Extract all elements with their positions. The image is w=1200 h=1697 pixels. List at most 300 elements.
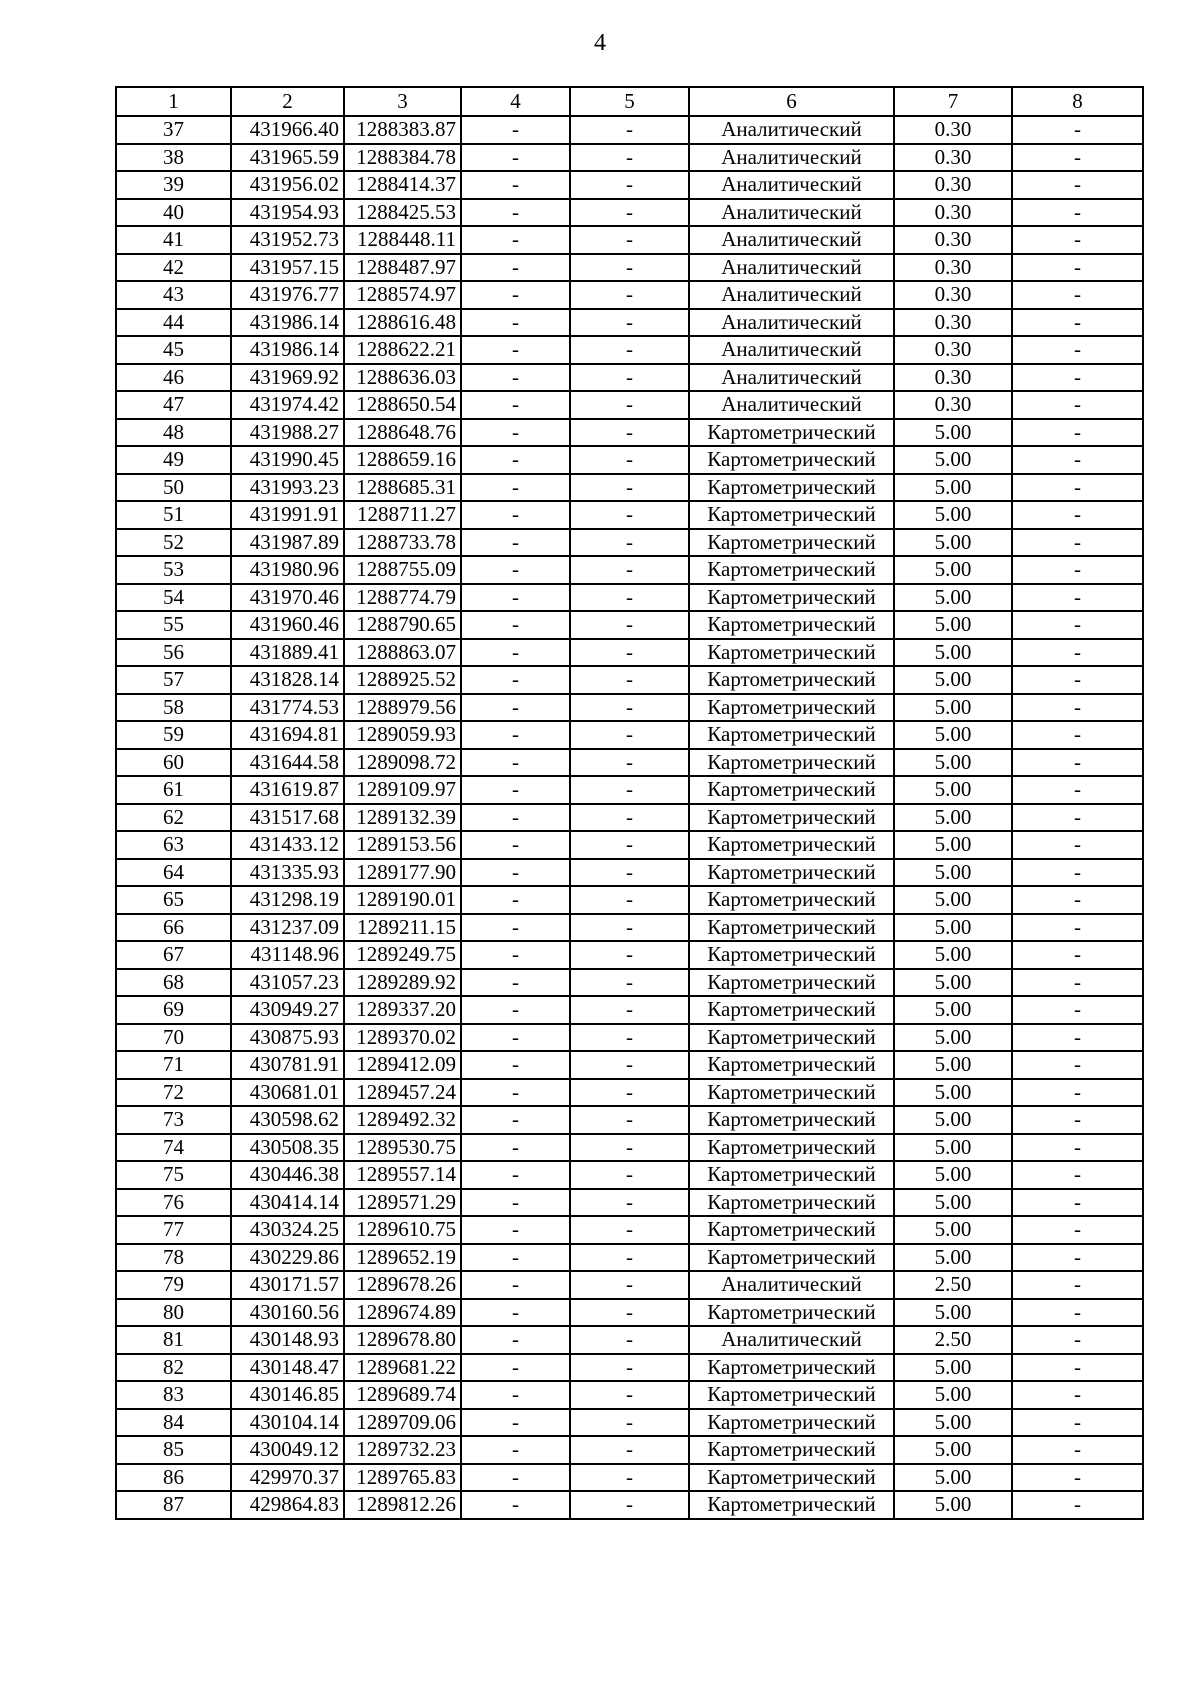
x-coordinate-cell: 431828.14	[231, 666, 344, 694]
column-header: 6	[689, 87, 894, 116]
accuracy-cell: 5.00	[894, 941, 1012, 969]
col8-cell: -	[1012, 1244, 1143, 1272]
table-row	[116, 556, 1143, 584]
y-coordinate-cell: 1288925.52	[344, 666, 461, 694]
point-number-cell: 54	[116, 584, 231, 612]
y-coordinate-cell: 1288622.21	[344, 336, 461, 364]
point-number-cell: 49	[116, 446, 231, 474]
col5-cell: -	[570, 1134, 689, 1162]
y-coordinate-cell: 1288384.78	[344, 144, 461, 172]
y-coordinate-cell: 1289059.93	[344, 721, 461, 749]
accuracy-cell: 5.00	[894, 831, 1012, 859]
col8-cell: -	[1012, 859, 1143, 887]
col5-cell: -	[570, 556, 689, 584]
table-row	[116, 474, 1143, 502]
table-body	[116, 116, 1143, 1519]
col5-cell: -	[570, 1354, 689, 1382]
accuracy-cell: 5.00	[894, 859, 1012, 887]
col5-cell: -	[570, 859, 689, 887]
table-row	[116, 611, 1143, 639]
x-coordinate-cell: 431966.40	[231, 116, 344, 144]
accuracy-cell: 5.00	[894, 1491, 1012, 1519]
y-coordinate-cell: 1288711.27	[344, 501, 461, 529]
col8-cell: -	[1012, 254, 1143, 282]
col4-cell: -	[461, 886, 570, 914]
col8-cell: -	[1012, 749, 1143, 777]
accuracy-cell: 5.00	[894, 1106, 1012, 1134]
x-coordinate-cell: 431057.23	[231, 969, 344, 997]
col8-cell: -	[1012, 694, 1143, 722]
col8-cell: -	[1012, 364, 1143, 392]
col8-cell: -	[1012, 1326, 1143, 1354]
column-header: 8	[1012, 87, 1143, 116]
method-cell: Картометрический	[689, 474, 894, 502]
table-row	[116, 584, 1143, 612]
col4-cell: -	[461, 144, 570, 172]
y-coordinate-cell: 1288659.16	[344, 446, 461, 474]
x-coordinate-cell: 430324.25	[231, 1216, 344, 1244]
method-cell: Картометрический	[689, 1299, 894, 1327]
point-number-cell: 82	[116, 1354, 231, 1382]
col5-cell: -	[570, 419, 689, 447]
y-coordinate-cell: 1288733.78	[344, 529, 461, 557]
col8-cell: -	[1012, 529, 1143, 557]
col8-cell: -	[1012, 336, 1143, 364]
table-row	[116, 1106, 1143, 1134]
accuracy-cell: 5.00	[894, 1409, 1012, 1437]
y-coordinate-cell: 1289177.90	[344, 859, 461, 887]
col4-cell: -	[461, 364, 570, 392]
table-row	[116, 1271, 1143, 1299]
col5-cell: -	[570, 1299, 689, 1327]
table-row	[116, 116, 1143, 144]
col8-cell: -	[1012, 199, 1143, 227]
col8-cell: -	[1012, 941, 1143, 969]
point-number-cell: 86	[116, 1464, 231, 1492]
method-cell: Картометрический	[689, 859, 894, 887]
table-row	[116, 1464, 1143, 1492]
col4-cell: -	[461, 721, 570, 749]
x-coordinate-cell: 431889.41	[231, 639, 344, 667]
point-number-cell: 58	[116, 694, 231, 722]
point-number-cell: 87	[116, 1491, 231, 1519]
accuracy-cell: 5.00	[894, 529, 1012, 557]
method-cell: Картометрический	[689, 1491, 894, 1519]
col4-cell: -	[461, 611, 570, 639]
y-coordinate-cell: 1289289.92	[344, 969, 461, 997]
col5-cell: -	[570, 1189, 689, 1217]
x-coordinate-cell: 430949.27	[231, 996, 344, 1024]
table-row	[116, 144, 1143, 172]
col8-cell: -	[1012, 144, 1143, 172]
point-number-cell: 70	[116, 1024, 231, 1052]
col5-cell: -	[570, 1079, 689, 1107]
y-coordinate-cell: 1288774.79	[344, 584, 461, 612]
col5-cell: -	[570, 1326, 689, 1354]
method-cell: Картометрический	[689, 721, 894, 749]
x-coordinate-cell: 431970.46	[231, 584, 344, 612]
col8-cell: -	[1012, 804, 1143, 832]
col4-cell: -	[461, 199, 570, 227]
y-coordinate-cell: 1289457.24	[344, 1079, 461, 1107]
col4-cell: -	[461, 1436, 570, 1464]
table-row	[116, 501, 1143, 529]
col4-cell: -	[461, 1216, 570, 1244]
x-coordinate-cell: 431976.77	[231, 281, 344, 309]
col5-cell: -	[570, 694, 689, 722]
point-number-cell: 44	[116, 309, 231, 337]
method-cell: Картометрический	[689, 501, 894, 529]
col8-cell: -	[1012, 1299, 1143, 1327]
y-coordinate-cell: 1289530.75	[344, 1134, 461, 1162]
col5-cell: -	[570, 1244, 689, 1272]
method-cell: Аналитический	[689, 116, 894, 144]
accuracy-cell: 5.00	[894, 969, 1012, 997]
col8-cell: -	[1012, 996, 1143, 1024]
table-row	[116, 694, 1143, 722]
method-cell: Картометрический	[689, 1354, 894, 1382]
table-row	[116, 804, 1143, 832]
y-coordinate-cell: 1288685.31	[344, 474, 461, 502]
accuracy-cell: 5.00	[894, 1464, 1012, 1492]
accuracy-cell: 0.30	[894, 254, 1012, 282]
table-row	[116, 1326, 1143, 1354]
column-header: 1	[116, 87, 231, 116]
method-cell: Картометрический	[689, 1244, 894, 1272]
col8-cell: -	[1012, 309, 1143, 337]
accuracy-cell: 5.00	[894, 694, 1012, 722]
method-cell: Картометрический	[689, 1409, 894, 1437]
col5-cell: -	[570, 364, 689, 392]
point-number-cell: 81	[116, 1326, 231, 1354]
x-coordinate-cell: 431991.91	[231, 501, 344, 529]
point-number-cell: 73	[116, 1106, 231, 1134]
y-coordinate-cell: 1288425.53	[344, 199, 461, 227]
point-number-cell: 57	[116, 666, 231, 694]
col4-cell: -	[461, 1244, 570, 1272]
point-number-cell: 66	[116, 914, 231, 942]
method-cell: Картометрический	[689, 1079, 894, 1107]
y-coordinate-cell: 1289689.74	[344, 1381, 461, 1409]
col5-cell: -	[570, 446, 689, 474]
table-row	[116, 1079, 1143, 1107]
accuracy-cell: 5.00	[894, 639, 1012, 667]
accuracy-cell: 0.30	[894, 336, 1012, 364]
table-row	[116, 914, 1143, 942]
x-coordinate-cell: 431986.14	[231, 336, 344, 364]
x-coordinate-cell: 431988.27	[231, 419, 344, 447]
table-row	[116, 749, 1143, 777]
x-coordinate-cell: 431987.89	[231, 529, 344, 557]
method-cell: Картометрический	[689, 1134, 894, 1162]
x-coordinate-cell: 431957.15	[231, 254, 344, 282]
col5-cell: -	[570, 1106, 689, 1134]
col5-cell: -	[570, 171, 689, 199]
x-coordinate-cell: 431986.14	[231, 309, 344, 337]
point-number-cell: 64	[116, 859, 231, 887]
point-number-cell: 48	[116, 419, 231, 447]
col4-cell: -	[461, 529, 570, 557]
point-number-cell: 84	[116, 1409, 231, 1437]
col8-cell: -	[1012, 226, 1143, 254]
x-coordinate-cell: 431644.58	[231, 749, 344, 777]
col4-cell: -	[461, 281, 570, 309]
accuracy-cell: 0.30	[894, 116, 1012, 144]
col4-cell: -	[461, 1106, 570, 1134]
column-header: 7	[894, 87, 1012, 116]
method-cell: Картометрический	[689, 969, 894, 997]
method-cell: Аналитический	[689, 171, 894, 199]
col5-cell: -	[570, 969, 689, 997]
method-cell: Картометрический	[689, 556, 894, 584]
table-row	[116, 886, 1143, 914]
col5-cell: -	[570, 804, 689, 832]
accuracy-cell: 0.30	[894, 144, 1012, 172]
col4-cell: -	[461, 694, 570, 722]
x-coordinate-cell: 431298.19	[231, 886, 344, 914]
col5-cell: -	[570, 116, 689, 144]
x-coordinate-cell: 430104.14	[231, 1409, 344, 1437]
col8-cell: -	[1012, 1491, 1143, 1519]
y-coordinate-cell: 1288574.97	[344, 281, 461, 309]
col5-cell: -	[570, 309, 689, 337]
x-coordinate-cell: 430598.62	[231, 1106, 344, 1134]
col8-cell: -	[1012, 1381, 1143, 1409]
accuracy-cell: 5.00	[894, 584, 1012, 612]
y-coordinate-cell: 1288616.48	[344, 309, 461, 337]
table-row	[116, 1299, 1143, 1327]
y-coordinate-cell: 1289678.26	[344, 1271, 461, 1299]
point-number-cell: 68	[116, 969, 231, 997]
method-cell: Картометрический	[689, 1189, 894, 1217]
col5-cell: -	[570, 584, 689, 612]
x-coordinate-cell: 431774.53	[231, 694, 344, 722]
col5-cell: -	[570, 776, 689, 804]
col4-cell: -	[461, 1299, 570, 1327]
y-coordinate-cell: 1288448.11	[344, 226, 461, 254]
col8-cell: -	[1012, 419, 1143, 447]
accuracy-cell: 2.50	[894, 1326, 1012, 1354]
table-row	[116, 1244, 1143, 1272]
accuracy-cell: 5.00	[894, 1381, 1012, 1409]
col4-cell: -	[461, 941, 570, 969]
col5-cell: -	[570, 721, 689, 749]
col4-cell: -	[461, 474, 570, 502]
col5-cell: -	[570, 1436, 689, 1464]
x-coordinate-cell: 430049.12	[231, 1436, 344, 1464]
point-number-cell: 59	[116, 721, 231, 749]
col8-cell: -	[1012, 556, 1143, 584]
col4-cell: -	[461, 584, 570, 612]
table-row	[116, 254, 1143, 282]
method-cell: Картометрический	[689, 914, 894, 942]
accuracy-cell: 5.00	[894, 611, 1012, 639]
method-cell: Картометрический	[689, 446, 894, 474]
table-row	[116, 996, 1143, 1024]
table-row	[116, 1161, 1143, 1189]
accuracy-cell: 0.30	[894, 309, 1012, 337]
col5-cell: -	[570, 1271, 689, 1299]
point-number-cell: 63	[116, 831, 231, 859]
x-coordinate-cell: 431980.96	[231, 556, 344, 584]
point-number-cell: 69	[116, 996, 231, 1024]
col8-cell: -	[1012, 639, 1143, 667]
point-number-cell: 67	[116, 941, 231, 969]
accuracy-cell: 5.00	[894, 1216, 1012, 1244]
accuracy-cell: 5.00	[894, 886, 1012, 914]
x-coordinate-cell: 431954.93	[231, 199, 344, 227]
method-cell: Картометрический	[689, 996, 894, 1024]
col4-cell: -	[461, 749, 570, 777]
col4-cell: -	[461, 1051, 570, 1079]
x-coordinate-cell: 430681.01	[231, 1079, 344, 1107]
method-cell: Аналитический	[689, 391, 894, 419]
table-row	[116, 364, 1143, 392]
x-coordinate-cell: 431965.59	[231, 144, 344, 172]
col4-cell: -	[461, 666, 570, 694]
method-cell: Картометрический	[689, 529, 894, 557]
col8-cell: -	[1012, 116, 1143, 144]
col4-cell: -	[461, 914, 570, 942]
method-cell: Картометрический	[689, 1024, 894, 1052]
method-cell: Аналитический	[689, 254, 894, 282]
col8-cell: -	[1012, 831, 1143, 859]
point-number-cell: 42	[116, 254, 231, 282]
y-coordinate-cell: 1288414.37	[344, 171, 461, 199]
y-coordinate-cell: 1289709.06	[344, 1409, 461, 1437]
col4-cell: -	[461, 1409, 570, 1437]
accuracy-cell: 0.30	[894, 281, 1012, 309]
col4-cell: -	[461, 254, 570, 282]
col8-cell: -	[1012, 1271, 1143, 1299]
table-row	[116, 1491, 1143, 1519]
y-coordinate-cell: 1289674.89	[344, 1299, 461, 1327]
y-coordinate-cell: 1289652.19	[344, 1244, 461, 1272]
col4-cell: -	[461, 1024, 570, 1052]
accuracy-cell: 5.00	[894, 556, 1012, 584]
col8-cell: -	[1012, 1189, 1143, 1217]
col4-cell: -	[461, 804, 570, 832]
accuracy-cell: 0.30	[894, 226, 1012, 254]
method-cell: Картометрический	[689, 419, 894, 447]
col4-cell: -	[461, 309, 570, 337]
point-number-cell: 45	[116, 336, 231, 364]
col8-cell: -	[1012, 474, 1143, 502]
table-row	[116, 666, 1143, 694]
method-cell: Картометрический	[689, 831, 894, 859]
col8-cell: -	[1012, 1134, 1143, 1162]
col8-cell: -	[1012, 501, 1143, 529]
y-coordinate-cell: 1289249.75	[344, 941, 461, 969]
method-cell: Картометрический	[689, 749, 894, 777]
method-cell: Аналитический	[689, 336, 894, 364]
col8-cell: -	[1012, 584, 1143, 612]
x-coordinate-cell: 431960.46	[231, 611, 344, 639]
point-number-cell: 52	[116, 529, 231, 557]
accuracy-cell: 5.00	[894, 1354, 1012, 1382]
x-coordinate-cell: 431619.87	[231, 776, 344, 804]
accuracy-cell: 2.50	[894, 1271, 1012, 1299]
method-cell: Картометрический	[689, 1106, 894, 1134]
method-cell: Картометрический	[689, 694, 894, 722]
table-row	[116, 1436, 1143, 1464]
point-number-cell: 43	[116, 281, 231, 309]
col5-cell: -	[570, 1381, 689, 1409]
col4-cell: -	[461, 969, 570, 997]
method-cell: Аналитический	[689, 144, 894, 172]
col8-cell: -	[1012, 1464, 1143, 1492]
col8-cell: -	[1012, 446, 1143, 474]
point-number-cell: 61	[116, 776, 231, 804]
accuracy-cell: 5.00	[894, 776, 1012, 804]
accuracy-cell: 5.00	[894, 419, 1012, 447]
col4-cell: -	[461, 1326, 570, 1354]
col8-cell: -	[1012, 1161, 1143, 1189]
col4-cell: -	[461, 116, 570, 144]
method-cell: Картометрический	[689, 639, 894, 667]
col4-cell: -	[461, 776, 570, 804]
col5-cell: -	[570, 1051, 689, 1079]
point-number-cell: 60	[116, 749, 231, 777]
col5-cell: -	[570, 391, 689, 419]
point-number-cell: 38	[116, 144, 231, 172]
method-cell: Картометрический	[689, 584, 894, 612]
method-cell: Аналитический	[689, 1326, 894, 1354]
col4-cell: -	[461, 996, 570, 1024]
y-coordinate-cell: 1289678.80	[344, 1326, 461, 1354]
x-coordinate-cell: 430148.93	[231, 1326, 344, 1354]
col8-cell: -	[1012, 721, 1143, 749]
method-cell: Картометрический	[689, 1051, 894, 1079]
col8-cell: -	[1012, 1024, 1143, 1052]
point-number-cell: 75	[116, 1161, 231, 1189]
y-coordinate-cell: 1289153.56	[344, 831, 461, 859]
accuracy-cell: 5.00	[894, 1436, 1012, 1464]
point-number-cell: 77	[116, 1216, 231, 1244]
table-row	[116, 309, 1143, 337]
col4-cell: -	[461, 831, 570, 859]
accuracy-cell: 5.00	[894, 1024, 1012, 1052]
point-number-cell: 47	[116, 391, 231, 419]
y-coordinate-cell: 1289098.72	[344, 749, 461, 777]
point-number-cell: 41	[116, 226, 231, 254]
table-row	[116, 941, 1143, 969]
accuracy-cell: 5.00	[894, 1051, 1012, 1079]
y-coordinate-cell: 1289211.15	[344, 914, 461, 942]
col4-cell: -	[461, 1079, 570, 1107]
accuracy-cell: 5.00	[894, 721, 1012, 749]
x-coordinate-cell: 430229.86	[231, 1244, 344, 1272]
point-number-cell: 50	[116, 474, 231, 502]
col5-cell: -	[570, 749, 689, 777]
point-number-cell: 83	[116, 1381, 231, 1409]
table-row	[116, 199, 1143, 227]
col5-cell: -	[570, 1491, 689, 1519]
method-cell: Картометрический	[689, 1161, 894, 1189]
y-coordinate-cell: 1288383.87	[344, 116, 461, 144]
table-row	[116, 969, 1143, 997]
col4-cell: -	[461, 171, 570, 199]
y-coordinate-cell: 1288487.97	[344, 254, 461, 282]
accuracy-cell: 0.30	[894, 364, 1012, 392]
point-number-cell: 85	[116, 1436, 231, 1464]
table-row	[116, 419, 1143, 447]
col5-cell: -	[570, 639, 689, 667]
x-coordinate-cell: 430160.56	[231, 1299, 344, 1327]
col5-cell: -	[570, 144, 689, 172]
table-row	[116, 336, 1143, 364]
y-coordinate-cell: 1289370.02	[344, 1024, 461, 1052]
